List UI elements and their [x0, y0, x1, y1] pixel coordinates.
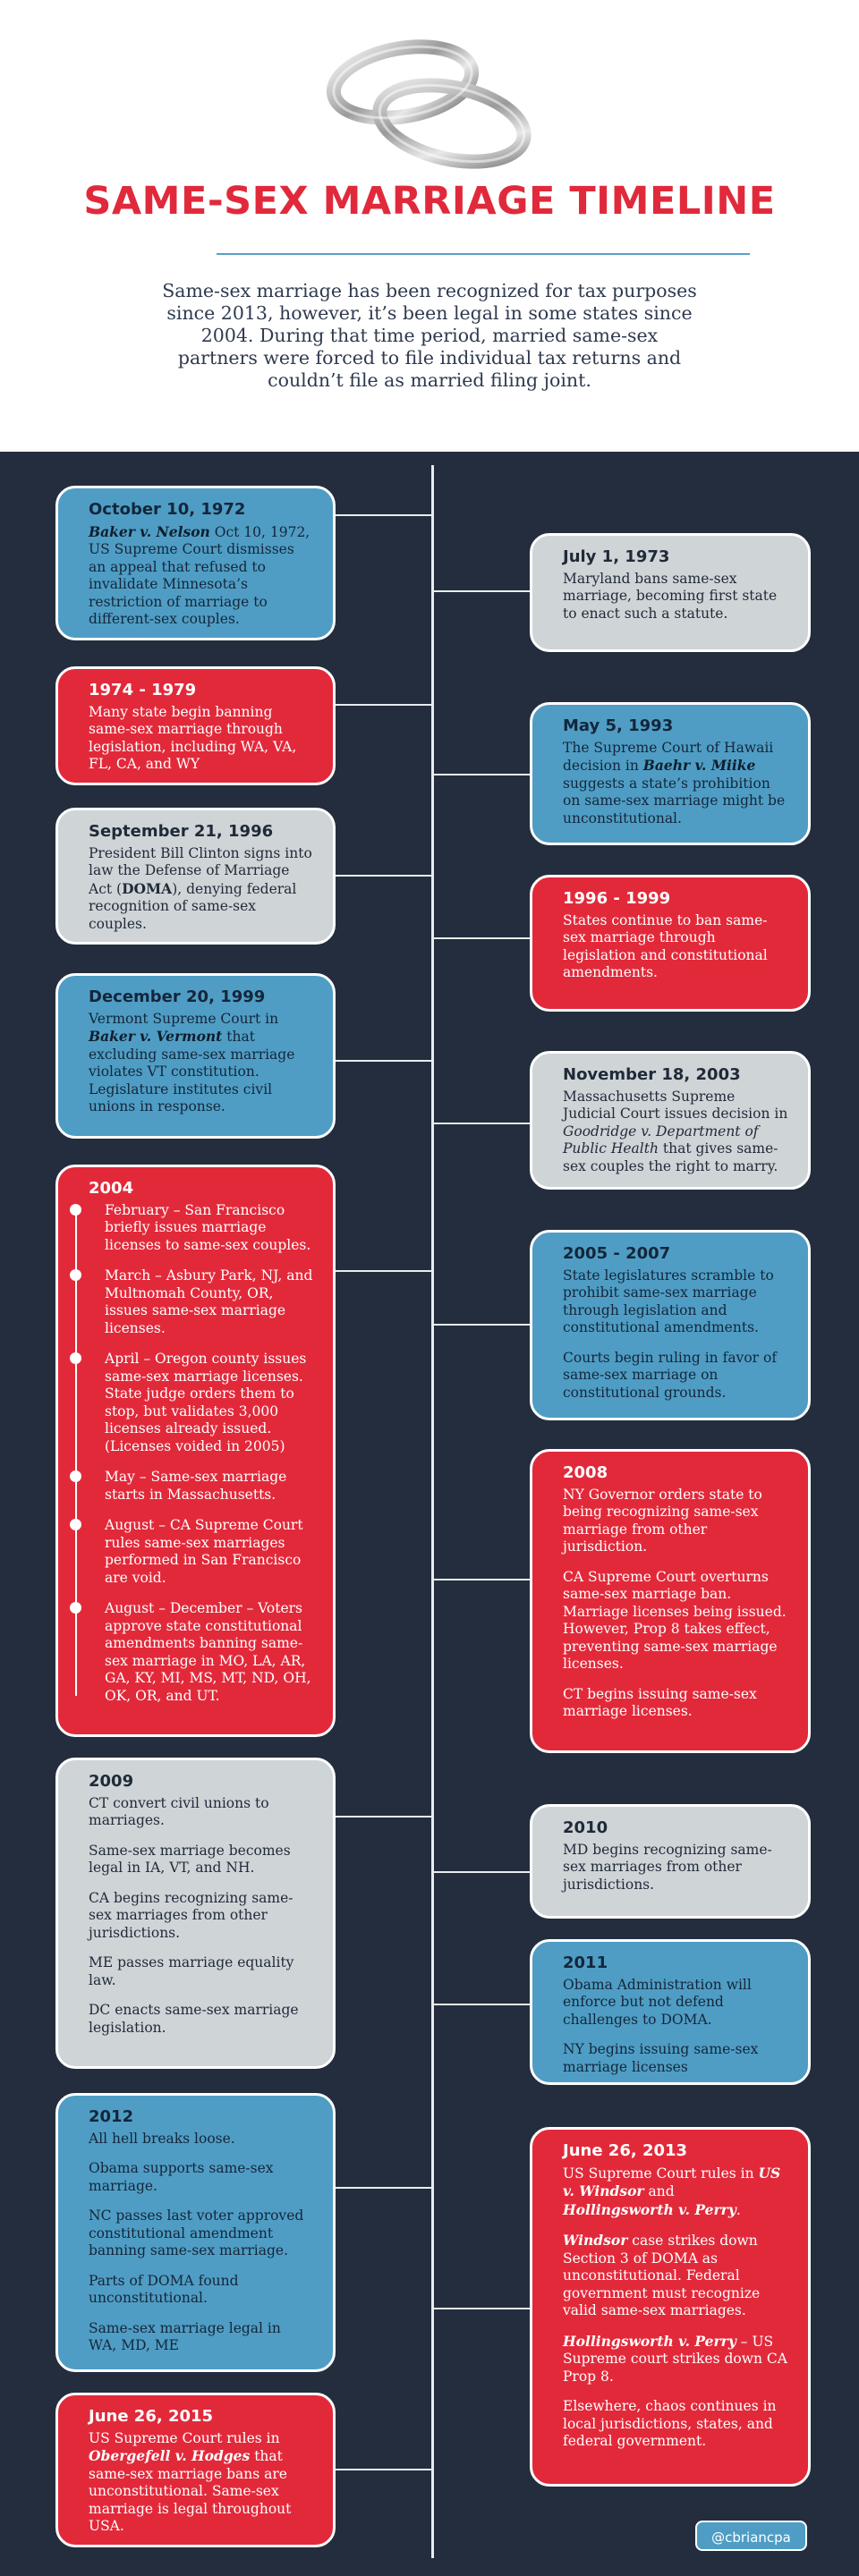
- event-card-2009: [55, 1758, 336, 2069]
- event-date: 2004: [89, 1179, 134, 1198]
- event-date: June 26, 2013: [563, 2141, 688, 2160]
- bullet-dot-icon: [70, 1204, 81, 1216]
- list-item: February – San Francisco briefly issues marriage licenses to same-sex couples.: [89, 1202, 313, 1255]
- event-text: NC passes last voter approved constitutional amendment banning same-sex marriage.: [89, 2207, 304, 2258]
- event-date: November 18, 2003: [563, 1065, 741, 1084]
- event-text: The Supreme Court of Hawaii decision in Baehr v. Miike suggests a state’s prohibition on same-sex marriage might be unconstitutional.: [563, 739, 786, 826]
- bullet-dot-icon: [70, 1352, 81, 1364]
- event-card-2003: [530, 1051, 811, 1190]
- event-card-2008: [530, 1449, 811, 1753]
- event-text: Same-sex marriage becomes legal in IA, VT, and NH.: [89, 1842, 291, 1876]
- event-text: Parts of DOMA found unconstitutional.: [89, 2272, 239, 2306]
- event-card-1974: [55, 666, 336, 785]
- event-text: CA Supreme Court overturns same-sex marriage ban. Marriage licenses being issued. However, Prop 8 takes effect, preventing same-sex marriage licenses.: [563, 1568, 787, 1672]
- event-date: 2005 - 2007: [563, 1244, 671, 1263]
- event-card-1972: [55, 486, 336, 640]
- event-text: US Supreme Court rules in US v. Windsor and Hollingsworth v. Perry.: [563, 2164, 781, 2218]
- event-date: 1996 - 1999: [563, 889, 671, 908]
- event-text: US Supreme Court rules in Obergefell v. Hodges that same-sex marriage bans are unconstitutional. Same-sex marriage is legal throughout USA.: [89, 2429, 292, 2534]
- event-text: Obama Administration will enforce but not defend challenges to DOMA.: [563, 1976, 752, 2028]
- case-name: Goodridge v. Department of Public Health: [563, 1123, 759, 1157]
- connector: [335, 1270, 433, 1272]
- event-card-2013: [530, 2127, 811, 2487]
- event-text: DC enacts same-sex marriage legislation.: [89, 2002, 299, 2036]
- event-text: MD begins recognizing same-sex marriages from other jurisdictions.: [563, 1841, 772, 1893]
- event-list: [89, 1202, 313, 1706]
- event-card-1996: [55, 808, 336, 945]
- event-text: CT convert civil unions to marriages.: [89, 1794, 269, 1828]
- event-date: 2010: [563, 1818, 608, 1837]
- header: [0, 0, 859, 452]
- event-card-1993: [530, 702, 811, 845]
- author-handle-badge: @cbriancpa: [695, 2521, 807, 2551]
- connector: [432, 2004, 532, 2005]
- case-name: Baker v. Nelson: [89, 522, 210, 540]
- event-card-2005: [530, 1230, 811, 1420]
- event-text: President Bill Clinton signs into law the Defense of Marriage Act (DOMA), denying federal recognition of same-sex couples.: [89, 844, 312, 932]
- event-text: CA begins recognizing same-sex marriages from other jurisdictions.: [89, 1889, 293, 1941]
- event-date: 2009: [89, 1772, 134, 1791]
- list-item: May – Same-sex marriage starts in Massachusetts.: [89, 1469, 313, 1504]
- intro-text: Same-sex marriage has been recognized for tax purposes since 2013, however, it’s been legal in some states since 2004. During that time period, married same-sex partners were forced to file individual tax returns and couldn’t file as married filing joint.: [162, 280, 697, 391]
- event-card-2011: [530, 1939, 811, 2085]
- event-card-1996-1999: [530, 875, 811, 1012]
- connector: [335, 2187, 433, 2189]
- connector: [432, 590, 532, 592]
- case-name: US v. Windsor: [563, 2164, 781, 2199]
- case-name: Windsor: [563, 2232, 628, 2249]
- connector: [335, 704, 433, 706]
- connector: [335, 1816, 433, 1818]
- case-name: Baehr v. Miike: [642, 757, 756, 774]
- event-text: States continue to ban same-sex marriage through legislation and constitutional amendments.: [563, 911, 768, 980]
- case-name: Obergefell v. Hodges: [89, 2447, 251, 2464]
- event-date: July 1, 1973: [563, 547, 670, 566]
- event-date: December 20, 1999: [89, 987, 266, 1006]
- connector: [335, 2469, 433, 2470]
- event-text: Hollingsworth v. Perry – US Supreme court strikes down CA Prop 8.: [563, 2332, 787, 2385]
- event-card-2015: [55, 2393, 336, 2547]
- event-text: Maryland bans same-sex marriage, becoming first state to enact such a statute.: [563, 570, 778, 622]
- bullet-dot-icon: [70, 1519, 81, 1530]
- event-text: Elsewhere, chaos continues in local jurisdictions, states, and federal government.: [563, 2398, 777, 2449]
- list-item: August – December – Voters approve state constitutional amendments banning same-sex marriage in MO, LA, AR, GA, KY, MI, MS, MT, ND, OH, OK, OR, and UT.: [89, 1600, 313, 1705]
- timeline-spine: [431, 465, 434, 2558]
- event-date: October 10, 1972: [89, 500, 246, 519]
- event-text: CT begins issuing same-sex marriage licenses.: [563, 1685, 757, 1719]
- connector: [432, 2308, 532, 2309]
- event-text: NY begins issuing same-sex marriage licenses: [563, 2041, 759, 2075]
- event-date: 2008: [563, 1463, 608, 1482]
- event-card-2010: [530, 1804, 811, 1919]
- list-item: April – Oregon county issues same-sex marriage licenses. State judge orders them to stop, but validates 3,000 licenses already issued. (Licenses voided in 2005): [89, 1351, 313, 1455]
- list-item: August – CA Supreme Court rules same-sex marriages performed in San Francisco are void.: [89, 1517, 313, 1587]
- connector: [335, 875, 433, 877]
- event-card-2012: [55, 2093, 336, 2372]
- event-text: Many state begin banning same-sex marriage through legislation, including WA, VA, FL, CA, and WY: [89, 703, 297, 772]
- title-divider: [217, 253, 750, 255]
- bullet-dot-icon: [70, 1470, 81, 1482]
- event-text: Massachusetts Supreme Judicial Court issues decision in Goodridge v. Department of Public Health that gives same-sex couples the right to marry.: [563, 1088, 788, 1174]
- event-date: 1974 - 1979: [89, 681, 197, 699]
- connector: [335, 514, 433, 516]
- acronym: DOMA: [122, 879, 173, 897]
- event-text: Vermont Supreme Court in Baker v. Vermont that excluding same-sex marriage violates VT constitution. Legislature institutes civil unions in response.: [89, 1010, 295, 1114]
- connector: [432, 1324, 532, 1326]
- event-text: Same-sex marriage legal in WA, MD, ME: [89, 2319, 281, 2353]
- event-date: 2012: [89, 2107, 134, 2126]
- case-name: Baker v. Vermont: [89, 1028, 223, 1045]
- event-date: 2011: [563, 1953, 608, 1972]
- event-card-1999: [55, 973, 336, 1139]
- wedding-rings-icon: [318, 27, 541, 179]
- event-card-1973: [530, 533, 811, 652]
- connector: [432, 1123, 532, 1124]
- case-name: Hollingsworth v. Perry: [563, 2200, 736, 2218]
- event-text: Windsor case strikes down Section 3 of DOMA as unconstitutional. Federal government must recognize valid same-sex marriages.: [563, 2232, 761, 2318]
- event-text: Baker v. Nelson Oct 10, 1972, US Supreme Court dismisses an appeal that refused to invalidate Minnesota’s restriction of marriage to different-sex couples.: [89, 522, 310, 627]
- connector: [432, 1579, 532, 1580]
- event-text: ME passes marriage equality law.: [89, 1954, 294, 1988]
- event-date: June 26, 2015: [89, 2407, 214, 2426]
- list-item: March – Asbury Park, NJ, and Multnomah County, OR, issues same-sex marriage licenses.: [89, 1267, 313, 1337]
- page-title: SAME-SEX MARRIAGE TIMELINE: [83, 179, 776, 224]
- event-text: Courts begin ruling in favor of same-sex marriage on constitutional grounds.: [563, 1349, 778, 1401]
- event-card-2004: [55, 1165, 336, 1737]
- event-text: All hell breaks loose.: [89, 2130, 235, 2147]
- event-text: Obama supports same-sex marriage.: [89, 2160, 274, 2194]
- bullet-dot-icon: [70, 1269, 81, 1281]
- connector: [432, 937, 532, 939]
- bullet-dot-icon: [70, 1602, 81, 1614]
- event-text: NY Governor orders state to being recognizing same-sex marriage from other jurisdiction.: [563, 1486, 762, 1555]
- event-text: State legislatures scramble to prohibit same-sex marriage through legislation and constitutional amendments.: [563, 1267, 774, 1335]
- connector: [335, 1060, 433, 1062]
- connector: [432, 774, 532, 775]
- event-date: May 5, 1993: [563, 716, 674, 735]
- event-date: September 21, 1996: [89, 822, 274, 841]
- connector: [432, 1871, 532, 1873]
- case-name: Hollingsworth v. Perry: [563, 2332, 736, 2350]
